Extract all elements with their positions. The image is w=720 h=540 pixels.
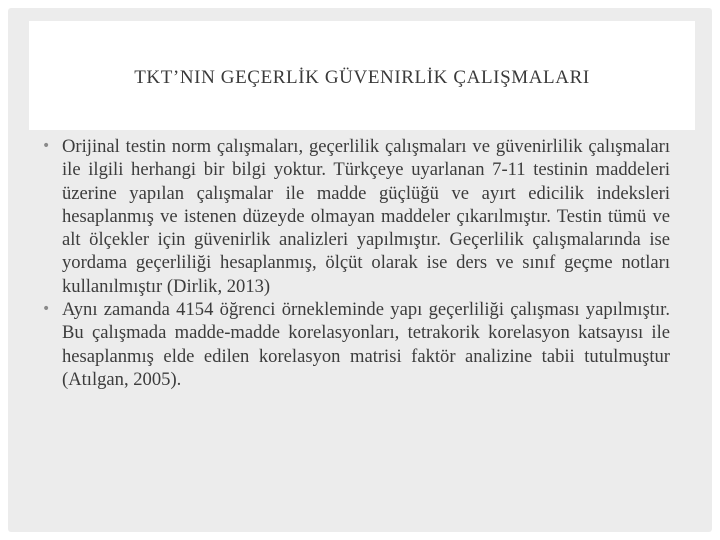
bullet-item — [42, 135, 670, 298]
bullet-text: Orijinal testin norm çalışmaları, geçerlilik çalışmaları ve güvenirlilik çalışmaları ile ilgili herhangi bir bilgi yoktur. Türkçeye uyarlanan 7-11 testinin maddeleri üzerine yapılan çalışmalar ile madde güçlüğü ve ayırt edicilik indeksleri hesaplanmış ve istenen düzeyde olmayan maddeler çıkarılmıştır. Testin tümü ve alt ölçekler için güvenirlik analizleri yapılmıştır. Geçerlilik çalışmalarında ise yordama geçerliliği hesaplanmış, ölçüt olarak ise ders ve sınıf geçme notları kullanılmıştır (Dirlik, 2013) — [62, 136, 670, 297]
bullet-text: Aynı zamanda 4154 öğrenci örnekleminde yapı geçerliliği çalışması yapılmıştır. Bu çalışmada madde-madde korelasyonları, tetrakorik korelasyon katsayısı ile hesaplanmış elde edilen korelasyon matrisi faktör analizine tabii tutulmuştur (Atılgan, 2005). — [62, 299, 670, 390]
bullet-icon: • — [42, 138, 51, 154]
slide-content — [42, 135, 670, 391]
title-box — [29, 21, 695, 130]
bullet-item — [42, 298, 670, 391]
slide-title: TKT’NIN GEÇERLİK GÜVENIRLİK ÇALIŞMALARI — [134, 66, 590, 88]
bullet-icon: • — [42, 301, 51, 318]
